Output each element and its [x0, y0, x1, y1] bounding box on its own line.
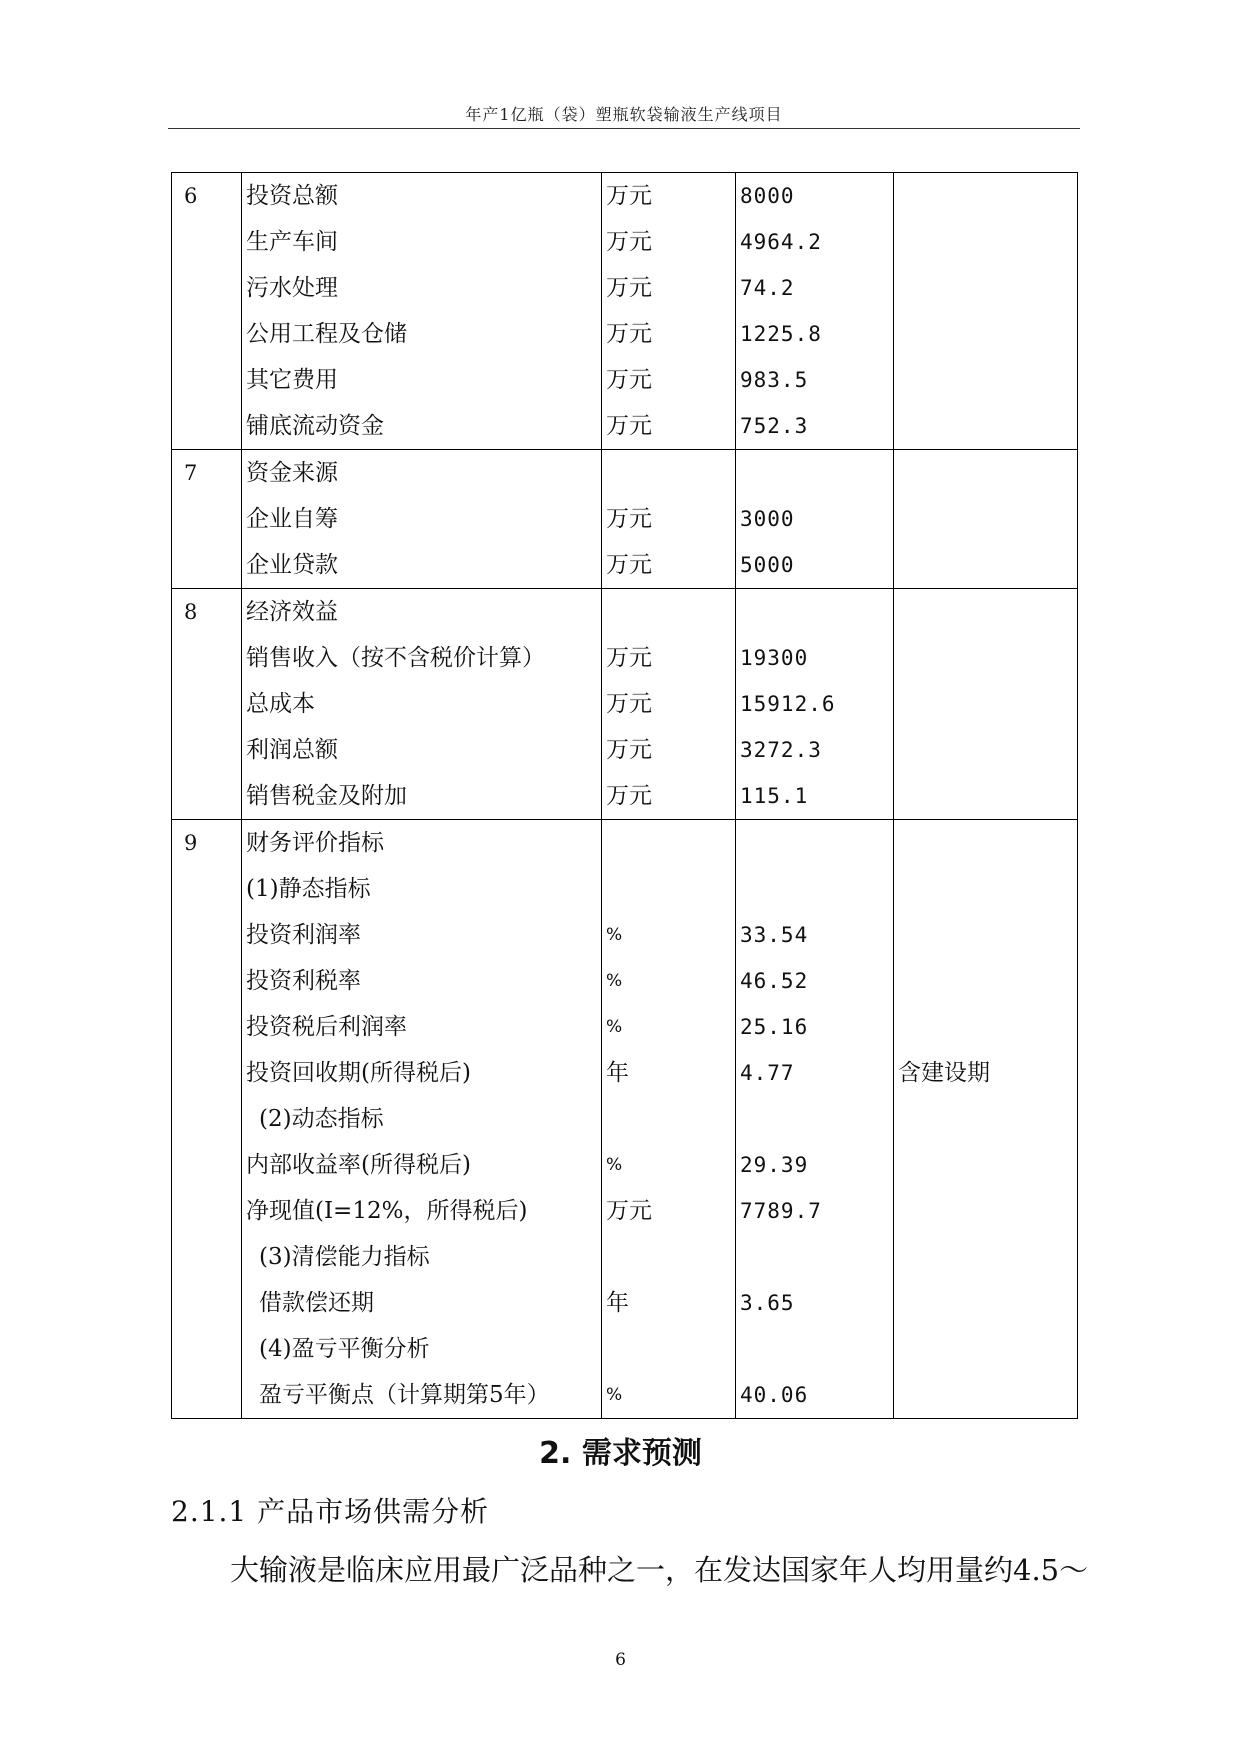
note-label [894, 450, 1077, 496]
page-number: 6 [615, 1650, 626, 1670]
unit-label: 万元 [606, 183, 652, 209]
unit-label: % [606, 971, 623, 991]
note-label [894, 1234, 1077, 1280]
body-paragraph: 大输液是临床应用最广泛品种之一，在发达国家年人均用量约4.5～ [230, 1553, 1089, 1587]
unit-label [602, 1326, 735, 1372]
value-label: 29.39 [740, 1153, 809, 1177]
item-label: 投资总额 [246, 183, 338, 209]
note-label [894, 173, 1077, 219]
note-cell [894, 589, 1078, 820]
value-label: 983.5 [740, 368, 809, 392]
item-label: 企业自筹 [246, 506, 338, 532]
note-label [894, 1142, 1077, 1188]
note-label [894, 219, 1077, 265]
note-label [894, 1372, 1077, 1418]
item-label: 总成本 [246, 691, 315, 717]
value-label: 4964.2 [740, 230, 822, 254]
item-label: 铺底流动资金 [246, 413, 384, 439]
unit-label [602, 866, 735, 912]
item-label: 生产车间 [246, 229, 338, 255]
value-label: 19300 [740, 646, 809, 670]
note-label [894, 542, 1077, 588]
unit-label: 万元 [606, 552, 652, 578]
item-label: (2)动态指标 [259, 1106, 384, 1132]
value-label: 752.3 [740, 414, 809, 438]
value-label: 74.2 [740, 276, 795, 300]
value-label: 4.77 [740, 1061, 795, 1085]
unit-label: 年 [606, 1290, 629, 1316]
value-label: 3272.3 [740, 738, 822, 762]
note-cell [894, 173, 1078, 450]
item-label: 销售税金及附加 [246, 783, 407, 809]
note-label [894, 265, 1077, 311]
note-label [894, 635, 1077, 681]
unit-label [602, 589, 735, 635]
note-label [894, 958, 1077, 1004]
value-label: 8000 [740, 184, 795, 208]
value-label: 7789.7 [740, 1199, 822, 1223]
unit-label: 万元 [606, 275, 652, 301]
unit-cell [602, 450, 736, 589]
value-label: 33.54 [740, 923, 809, 947]
index-cell [172, 589, 242, 820]
unit-label: 万元 [606, 783, 652, 809]
item-cell [242, 820, 602, 1419]
unit-label: 万元 [606, 645, 652, 671]
row-index: 8 [184, 600, 198, 624]
note-label [894, 1188, 1077, 1234]
unit-cell [602, 820, 736, 1419]
unit-label [602, 450, 735, 496]
note-label [894, 820, 1077, 866]
unit-label: 年 [606, 1060, 629, 1086]
row-index: 7 [184, 461, 198, 485]
unit-label: 万元 [606, 1198, 652, 1224]
section-heading: 2. 需求预测 [539, 1436, 702, 1471]
unit-label [602, 820, 735, 866]
item-label: 投资税后利润率 [246, 1014, 407, 1040]
note-label [894, 727, 1077, 773]
item-label: 内部收益率(所得税后) [246, 1152, 471, 1178]
unit-label: 万元 [606, 229, 652, 255]
item-label: (1)静态指标 [246, 876, 371, 902]
note-label [894, 773, 1077, 819]
note-label [894, 311, 1077, 357]
unit-label: 万元 [606, 321, 652, 347]
note-cell [894, 820, 1078, 1419]
note-label [894, 1326, 1077, 1372]
unit-label: 万元 [606, 691, 652, 717]
item-label: 投资利润率 [246, 922, 361, 948]
value-label: 5000 [740, 553, 795, 577]
unit-cell [602, 173, 736, 450]
item-label: (4)盈亏平衡分析 [259, 1336, 430, 1362]
note-label: 含建设期 [898, 1060, 990, 1086]
value-cell [736, 589, 894, 820]
table-row [172, 820, 1078, 1419]
value-cell [736, 820, 894, 1419]
note-label [894, 496, 1077, 542]
item-label: 投资利税率 [246, 968, 361, 994]
item-label: 其它费用 [246, 367, 338, 393]
header-rule [168, 128, 1080, 129]
unit-label: % [606, 1385, 623, 1405]
note-label [894, 681, 1077, 727]
note-label [894, 357, 1077, 403]
unit-label: 万元 [606, 413, 652, 439]
index-cell [172, 450, 242, 589]
note-label [894, 1280, 1077, 1326]
unit-label [602, 1096, 735, 1142]
value-label [736, 1096, 893, 1142]
value-label [736, 820, 893, 866]
index-cell [172, 173, 242, 450]
value-cell [736, 450, 894, 589]
index-cell [172, 820, 242, 1419]
item-label: 企业贷款 [246, 552, 338, 578]
item-cell [242, 589, 602, 820]
unit-label: % [606, 1155, 623, 1175]
value-label [736, 450, 893, 496]
unit-cell [602, 589, 736, 820]
value-label [736, 589, 893, 635]
item-label: 利润总额 [246, 737, 338, 763]
unit-label: 万元 [606, 737, 652, 763]
item-label: 经济效益 [246, 599, 338, 625]
item-label: 污水处理 [246, 275, 338, 301]
note-label [894, 912, 1077, 958]
value-label [736, 1234, 893, 1280]
note-label [894, 1096, 1077, 1142]
item-label: 借款偿还期 [259, 1290, 374, 1316]
unit-label: % [606, 925, 623, 945]
note-label [894, 866, 1077, 912]
value-label: 15912.6 [740, 692, 836, 716]
row-index: 9 [184, 831, 198, 855]
running-header: 年产1亿瓶（袋）塑瓶软袋输液生产线项目 [465, 105, 783, 124]
value-cell [736, 173, 894, 450]
note-label [894, 1004, 1077, 1050]
value-label [736, 1326, 893, 1372]
item-label: 资金来源 [246, 460, 338, 486]
table-row [172, 589, 1078, 820]
item-label: 投资回收期(所得税后) [246, 1060, 471, 1086]
item-cell [242, 173, 602, 450]
table-row [172, 173, 1078, 450]
value-label: 25.16 [740, 1015, 809, 1039]
project-indicator-table [171, 172, 1078, 1419]
value-label: 1225.8 [740, 322, 822, 346]
item-label: 财务评价指标 [246, 830, 384, 856]
item-label: (3)清偿能力指标 [259, 1244, 430, 1270]
value-label: 40.06 [740, 1383, 809, 1407]
note-cell [894, 450, 1078, 589]
value-label: 115.1 [740, 784, 809, 808]
unit-label: 万元 [606, 506, 652, 532]
unit-label: 万元 [606, 367, 652, 393]
unit-label [602, 1234, 735, 1280]
item-label: 盈亏平衡点（计算期第5年） [259, 1382, 550, 1408]
subsection-heading: 2.1.1 产品市场供需分析 [171, 1495, 490, 1528]
value-label: 3000 [740, 507, 795, 531]
value-label: 46.52 [740, 969, 809, 993]
value-label: 3.65 [740, 1291, 795, 1315]
note-label [894, 403, 1077, 449]
value-label [736, 866, 893, 912]
item-label: 净现值(I=12%，所得税后) [246, 1198, 528, 1224]
item-cell [242, 450, 602, 589]
item-label: 公用工程及仓储 [246, 321, 407, 347]
row-index: 6 [184, 184, 198, 208]
table-row [172, 450, 1078, 589]
unit-label: % [606, 1017, 623, 1037]
note-label [894, 589, 1077, 635]
item-label: 销售收入（按不含税价计算） [246, 645, 545, 671]
